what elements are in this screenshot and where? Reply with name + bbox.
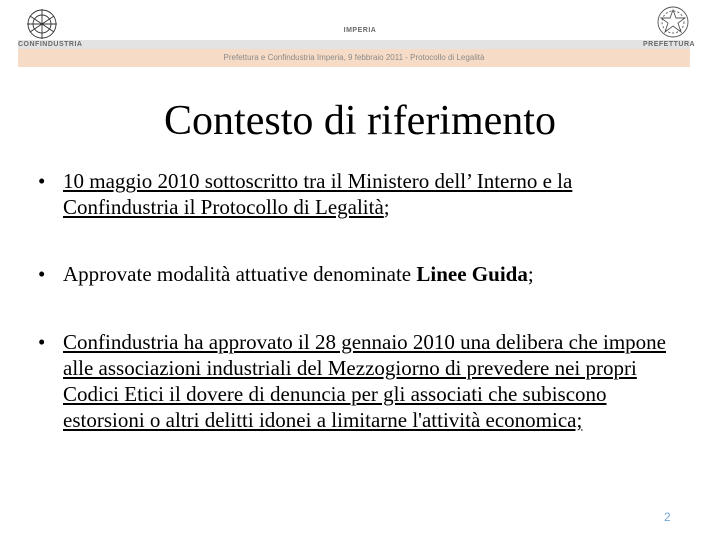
bullet-list xyxy=(38,168,688,433)
header-band: Prefettura e Confindustria Imperia, 9 febbraio 2011 - Protocollo di Legalità xyxy=(18,49,690,67)
bullet-symbol: • xyxy=(38,262,46,286)
bullet-text: Approvate modalità attuative denominate xyxy=(63,262,417,286)
center-org-label: IMPERIA xyxy=(343,27,377,34)
bullet-trailing: ; xyxy=(383,195,390,219)
confindustria-emblem-icon xyxy=(20,6,64,42)
slide-title: Contesto di riferimento xyxy=(164,98,556,144)
right-org-label: PREFETTURA xyxy=(643,41,696,48)
bullet-trailing: ; xyxy=(527,262,534,286)
bullet-item-1 xyxy=(38,168,688,220)
bullet-symbol: • xyxy=(38,169,46,193)
header-bar xyxy=(18,40,690,49)
bullet-item-2 xyxy=(38,261,688,287)
bullet-bold-text: Linee Guida xyxy=(416,262,528,286)
bullet-symbol: • xyxy=(38,330,46,354)
page-number: 2 xyxy=(664,510,671,524)
bullet-text: 10 maggio 2010 sottoscritto tra il Ministero dell’ Interno e la Confindustria il Protocollo di Legalità xyxy=(63,169,573,219)
bullet-text: Confindustria ha approvato il 28 gennaio 2010 una delibera che impone alle associazioni industriali del Mezzogiorno di prevedere nei propri Codici Etici il dovere di denuncia per gli associati che subiscono estorsioni o altri delitti idonei a limitarne l'attività economica; xyxy=(63,330,667,432)
left-org-label: CONFINDUSTRIA xyxy=(18,41,83,48)
italian-republic-emblem-icon xyxy=(655,4,691,40)
bullet-item-3 xyxy=(38,329,688,433)
